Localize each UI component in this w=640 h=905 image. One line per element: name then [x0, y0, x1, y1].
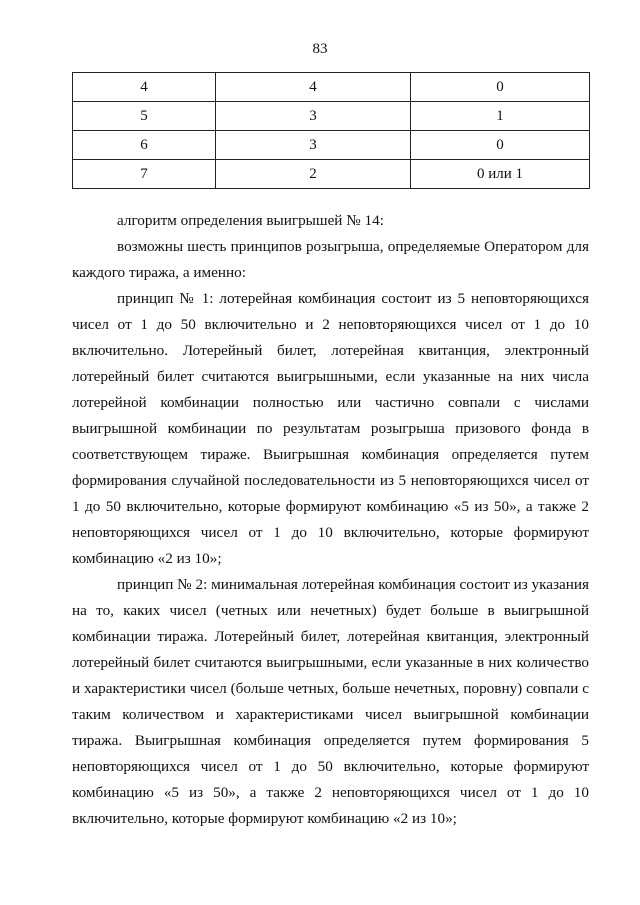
- table-cell: 3: [216, 102, 411, 131]
- table-cell: 2: [216, 160, 411, 189]
- algorithm-heading: алгоритм определения выигрышей № 14:: [117, 212, 384, 229]
- table-row: [73, 102, 590, 131]
- principle-1-paragraph: принцип № 1: лотерейная комбинация состоит из 5 неповторяющихся чисел от 1 до 50 включительно и 2 неповторяющихся чисел от 1 до 10 включительно. Лотерейный билет, лотерейная квитанция, электронный лотерейный билет считаются выигрышными, если указанные на них числа лотерейной комбинации полностью или частично совпали с числами выигрышной комбинации по результатам розыгрыша призового фонда в соответствующем тираже. Выигрышная комбинация определяется путем формирования случайной последовательности из 5 неповторяющихся чисел от 1 до 50 включительно, которые формируют комбинацию «5 из 50», а также 2 неповторяющихся чисел от 1 до 10 включительно, которые формируют комбинацию «2 из 10»;: [72, 290, 589, 567]
- table-cell: 0: [411, 73, 590, 102]
- table-cell: 7: [73, 160, 216, 189]
- page-number: 83: [312, 41, 328, 57]
- table-row: [73, 160, 590, 189]
- document-body: [72, 208, 589, 832]
- table-row: [73, 131, 590, 160]
- table-cell: 5: [73, 102, 216, 131]
- table-cell: 4: [73, 73, 216, 102]
- intro-paragraph: возможны шесть принципов розыгрыша, определяемые Оператором для каждого тиража, а именно:: [72, 238, 589, 281]
- table-cell: 4: [216, 73, 411, 102]
- table-cell: 0 или 1: [411, 160, 590, 189]
- table-cell: 6: [73, 131, 216, 160]
- prize-table: [72, 72, 590, 189]
- table-cell: 0: [411, 131, 590, 160]
- table-row: [73, 73, 590, 102]
- table-cell: 3: [216, 131, 411, 160]
- principle-2-paragraph: принцип № 2: минимальная лотерейная комбинация состоит из указания на то, каких чисел (четных или нечетных) будет больше в выигрышной комбинации тиража. Лотерейный билет, лотерейная квитанция, электронный лотерейный билет считаются выигрышными, если указанные в них количество и характеристики чисел (больше четных, больше нечетных, поровну) совпали с таким количеством и характеристиками чисел выигрышной комбинации тиража. Выигрышная комбинация определяется путем формирования 5 неповторяющихся чисел от 1 до 50 включительно, которые формируют комбинацию «5 из 50», а также 2 неповторяющихся чисел от 1 до 10 включительно, которые формируют комбинацию «2 из 10»;: [72, 576, 589, 827]
- table-cell: 1: [411, 102, 590, 131]
